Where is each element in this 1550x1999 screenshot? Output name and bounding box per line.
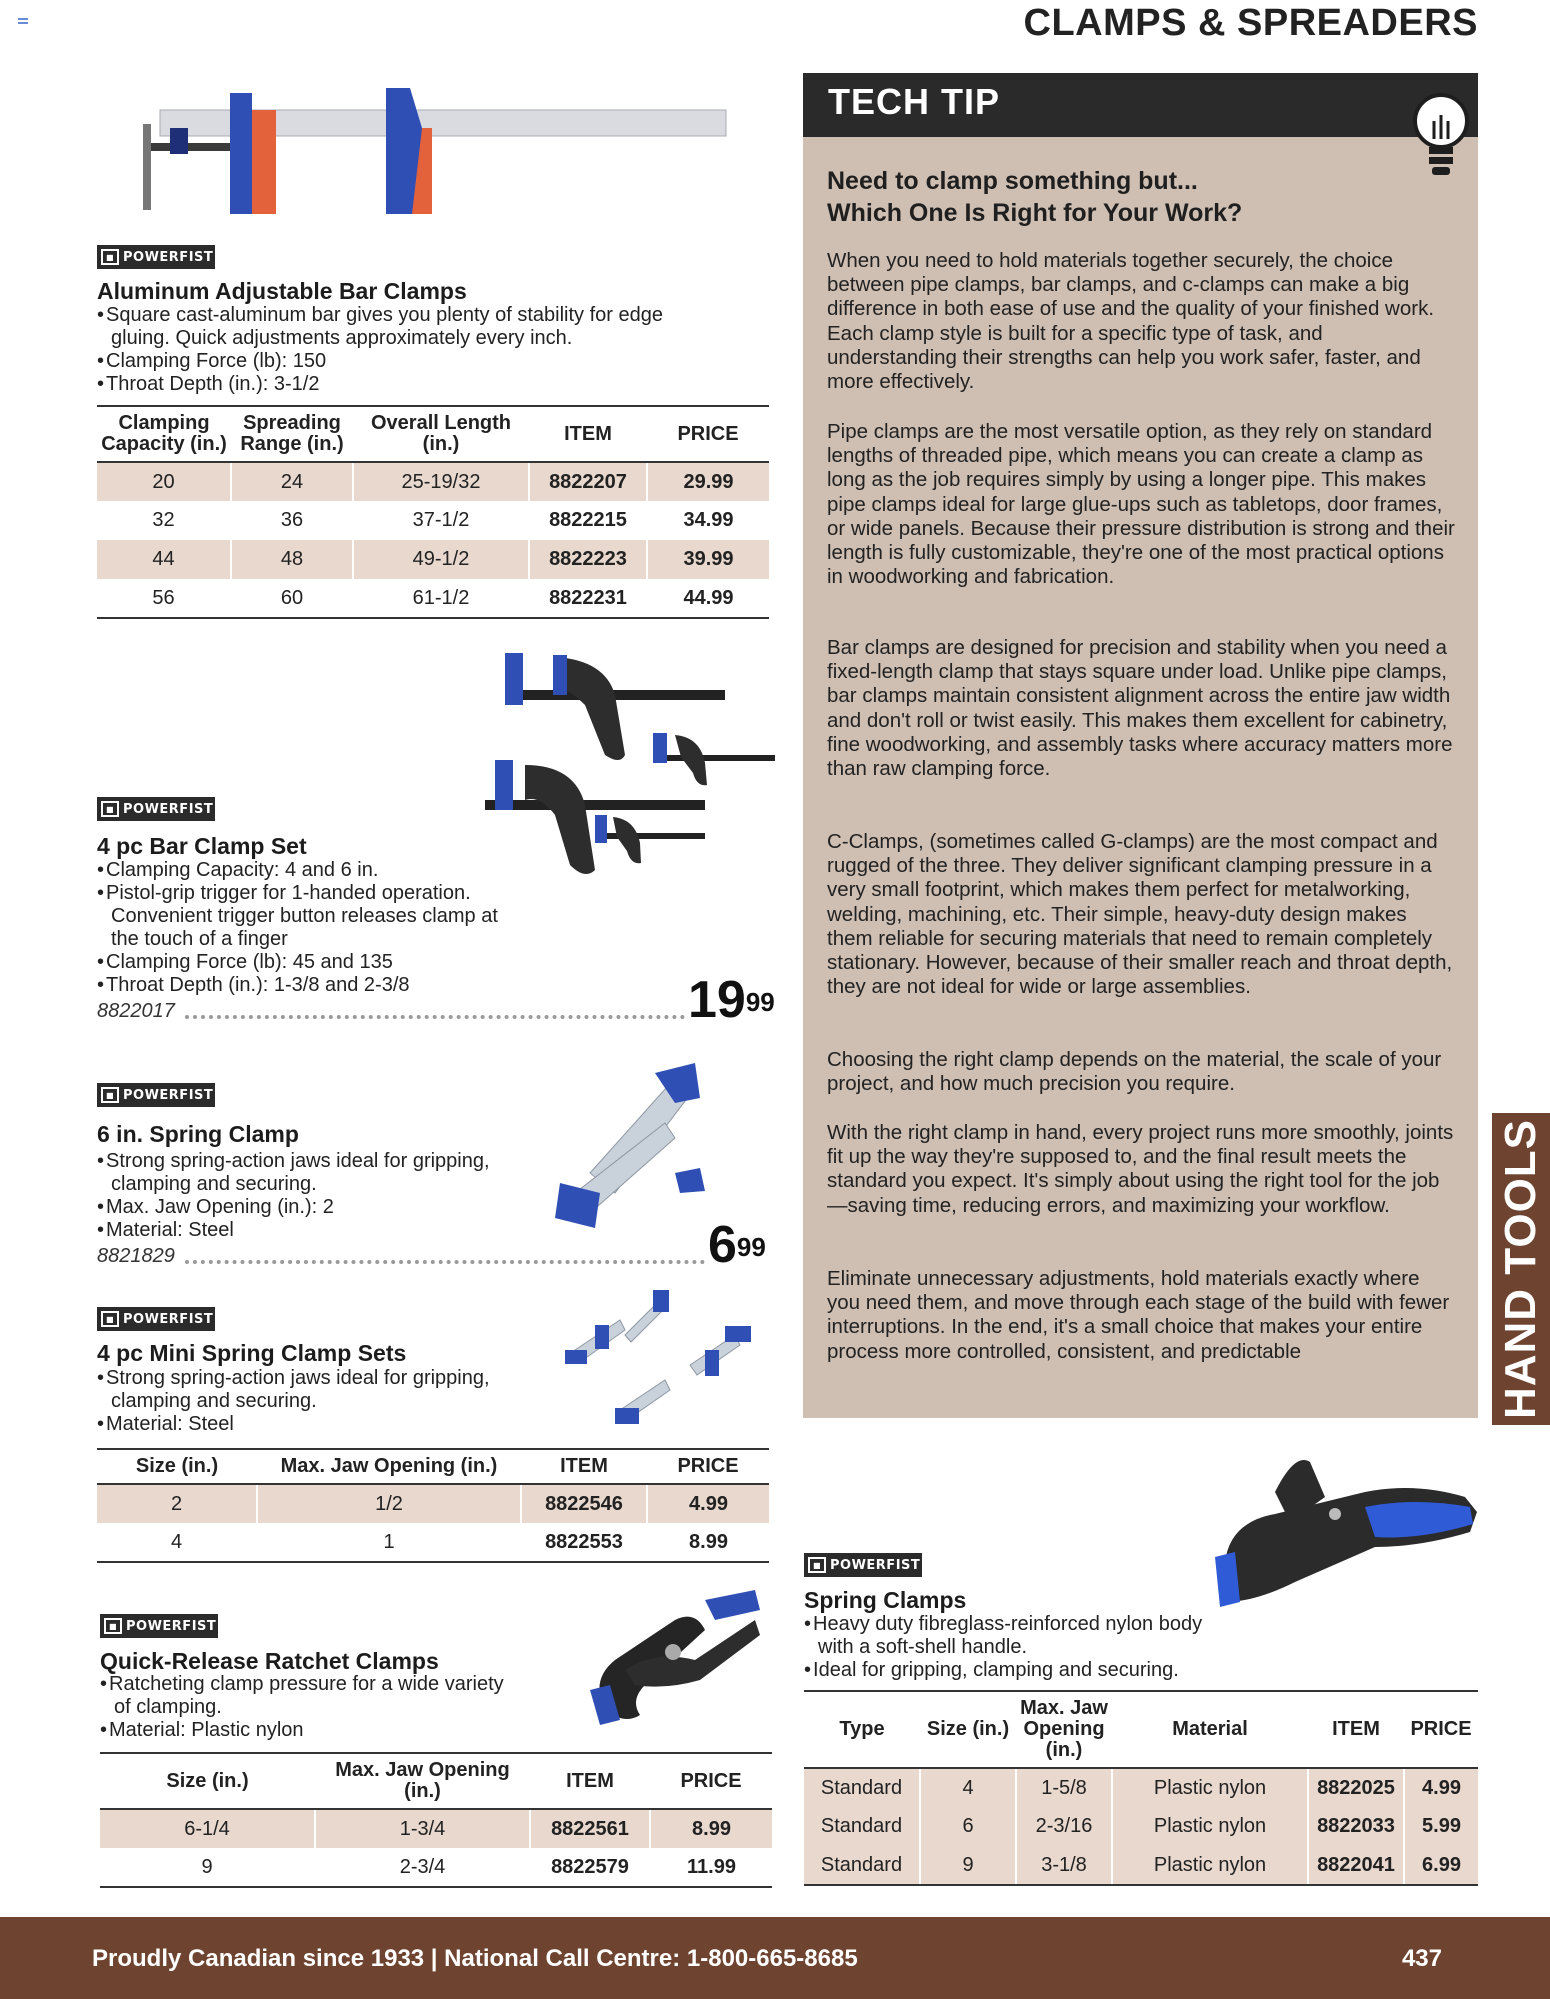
- product-bullets: [97, 859, 517, 997]
- spring-clamps-image: [1215, 1452, 1480, 1632]
- cell: 2-3/4: [315, 1848, 530, 1887]
- col-header: PRICE: [1404, 1691, 1478, 1768]
- cell: Standard: [804, 1768, 920, 1807]
- product-bullets: [97, 304, 677, 396]
- bullet: • Strong spring-action jaws ideal for gripping, clamping and securing.: [97, 1367, 537, 1413]
- col-header: ITEM: [1308, 1691, 1404, 1768]
- col-header: Max. Jaw Opening (in.): [315, 1753, 530, 1809]
- bullet: • Max. Jaw Opening (in.): 2: [97, 1196, 537, 1219]
- table-row: [100, 1809, 772, 1848]
- cell: 4: [920, 1768, 1016, 1807]
- item-number: 8822041: [1308, 1846, 1404, 1885]
- bullet: • Pistol-grip trigger for 1-handed operation. Convenient trigger button releases clamp at the touch of a finger: [97, 882, 517, 951]
- price: 44.99: [647, 579, 769, 618]
- cell: 9: [920, 1846, 1016, 1885]
- cell: 20: [97, 462, 231, 501]
- powerfist-logo: ■ POWERFIST: [97, 1083, 215, 1107]
- ratchet-table: [100, 1752, 772, 1888]
- powerfist-logo: ■ POWERFIST: [97, 1307, 215, 1331]
- item-number: 8822215: [529, 501, 647, 540]
- cell: 1: [257, 1523, 521, 1562]
- tech-paragraph: Bar clamps are designed for precision and stability when you need a fixed-length clamp that stays square under load. Unlike pipe clamps, bar clamps maintain consistent alignment across the entire jaw width and don't roll or twist easily. This makes them excellent for cabinetry, fine woodworking, and assembly tasks where accuracy matters more than raw clamping force.: [827, 636, 1453, 781]
- tech-paragraph: Eliminate unnecessary adjustments, hold materials exactly where you need them, and move through each stage of the build with fewer interruptions. In the end, it's a small choice that makes your entire process more controlled, consistent, and predictable: [827, 1267, 1450, 1363]
- item-number: 8822223: [529, 540, 647, 579]
- table-row: [97, 1484, 769, 1523]
- leader-dots: [185, 1015, 685, 1019]
- bullet: • Ideal for gripping, clamping and securing.: [804, 1659, 1224, 1682]
- page-number: 437: [1401, 1945, 1442, 1972]
- item-number: 8822025: [1308, 1768, 1404, 1807]
- powerfist-logo: ■ POWERFIST: [100, 1614, 218, 1638]
- item-number: 8822579: [530, 1848, 650, 1887]
- col-header: PRICE: [647, 406, 769, 462]
- powerfist-logo: ■ POWERFIST: [97, 797, 215, 821]
- powerfist-logo: ■ POWERFIST: [97, 245, 215, 269]
- cell: Standard: [804, 1807, 920, 1846]
- tech-tip-panel: [803, 73, 1478, 1418]
- cell: 44: [97, 540, 231, 579]
- cell: Plastic nylon: [1112, 1846, 1308, 1885]
- cell: 1-3/4: [315, 1809, 530, 1848]
- page-title: CLAMPS & SPREADERS: [1023, 2, 1478, 44]
- leader-dots: [185, 1260, 705, 1264]
- spring-clamps-table: [804, 1690, 1478, 1886]
- table-row: [97, 501, 769, 540]
- table-row: [97, 579, 769, 618]
- product-bullets: [97, 1150, 537, 1242]
- bullet: • Square cast-aluminum bar gives you plenty of stability for edge gluing. Quick adjustments approximately every inch.: [97, 304, 677, 350]
- cell: 60: [231, 579, 353, 618]
- cell: 48: [231, 540, 353, 579]
- mini-spring-table: [97, 1448, 769, 1563]
- cell: 37-1/2: [353, 501, 529, 540]
- bullet: • Material: Steel: [97, 1219, 537, 1242]
- bar-clamp-image: [140, 88, 730, 223]
- col-header: Max. Jaw Opening (in.): [1016, 1691, 1112, 1768]
- product-title: 6 in. Spring Clamp: [97, 1121, 299, 1147]
- col-header: Size (in.): [920, 1691, 1016, 1768]
- subheading-line: Need to clamp something but...: [827, 167, 1198, 195]
- col-header: Size (in.): [97, 1449, 257, 1484]
- tech-paragraph: Choosing the right clamp depends on the material, the scale of your project, and how much precision you require.: [827, 1048, 1442, 1096]
- item-number: 8822553: [521, 1523, 647, 1562]
- item-number: 8822017: [97, 1000, 175, 1022]
- col-header: ITEM: [530, 1753, 650, 1809]
- item-number: 8821829: [97, 1245, 175, 1267]
- tech-paragraph: When you need to hold materials together securely, the choice between pipe clamps, bar clamps, and c-clamps can make a big difference in both ease of use and the quality of your finished work. Each clamp style is built for a specific type of task, and understanding their strengths can help you work safer, faster, and more effectively.: [827, 249, 1435, 394]
- price: 8.99: [650, 1809, 772, 1848]
- tech-paragraph: With the right clamp in hand, every project runs more smoothly, joints fit up the way they're supposed to, and the final result meets the standard you expect. It's simply about using the right tool for the job—saving time, reducing errors, and maximizing your workflow.: [827, 1121, 1454, 1217]
- tech-tip-header: [803, 73, 1478, 137]
- item-number: 8822546: [521, 1484, 647, 1523]
- table-row: [97, 462, 769, 501]
- product-bullets: [804, 1613, 1224, 1682]
- cell: 56: [97, 579, 231, 618]
- cell: Plastic nylon: [1112, 1807, 1308, 1846]
- table-row: [100, 1848, 772, 1887]
- col-header: Type: [804, 1691, 920, 1768]
- cell: 1/2: [257, 1484, 521, 1523]
- cell: 24: [231, 462, 353, 501]
- item-number: 8822207: [529, 462, 647, 501]
- col-header: Overall Length (in.): [353, 406, 529, 462]
- cell: 3-1/8: [1016, 1846, 1112, 1885]
- cell: 61-1/2: [353, 579, 529, 618]
- price: 29.99: [647, 462, 769, 501]
- bullet: • Ratcheting clamp pressure for a wide variety of clamping.: [100, 1673, 520, 1719]
- ratchet-clamp-image: [585, 1590, 765, 1730]
- price: 6.99: [1404, 1846, 1478, 1885]
- price: 34.99: [647, 501, 769, 540]
- tech-tip-subheading: [827, 165, 1387, 229]
- powerfist-logo: ■ POWERFIST: [804, 1553, 922, 1577]
- lightbulb-icon: [1410, 91, 1472, 183]
- col-header: Spreading Range (in.): [231, 406, 353, 462]
- product-title: 4 pc Bar Clamp Set: [97, 833, 307, 859]
- cell: 1-5/8: [1016, 1768, 1112, 1807]
- tech-tip-heading: TECH TIP: [828, 81, 1001, 122]
- cell: 2: [97, 1484, 257, 1523]
- bullet: • Throat Depth (in.): 3-1/2: [97, 373, 677, 396]
- footer: [0, 1917, 1550, 1999]
- price: $19^{99}$: [688, 971, 775, 1029]
- product-title: Aluminum Adjustable Bar Clamps: [97, 278, 467, 304]
- cell: 2-3/16: [1016, 1807, 1112, 1846]
- cell: 6-1/4: [100, 1809, 315, 1848]
- cell: 9: [100, 1848, 315, 1887]
- col-header: Clamping Capacity (in.): [97, 406, 231, 462]
- bullet: • Strong spring-action jaws ideal for gripping, clamping and securing.: [97, 1150, 537, 1196]
- cell: Plastic nylon: [1112, 1768, 1308, 1807]
- price: 5.99: [1404, 1807, 1478, 1846]
- item-number: 8822033: [1308, 1807, 1404, 1846]
- price: 8.99: [647, 1523, 769, 1562]
- price: 39.99: [647, 540, 769, 579]
- bar-clamp-set-image: [475, 645, 775, 895]
- cell: 6: [920, 1807, 1016, 1846]
- cell: 4: [97, 1523, 257, 1562]
- table-row: [804, 1846, 1478, 1885]
- subheading-line: Which One Is Right for Your Work?: [827, 199, 1243, 227]
- price: 4.99: [647, 1484, 769, 1523]
- product-title: 4 pc Mini Spring Clamp Sets: [97, 1340, 407, 1366]
- bar-clamp-table: [97, 405, 769, 619]
- spring-clamp-image: [555, 1063, 705, 1233]
- item-number: 8822231: [529, 579, 647, 618]
- table-row: [804, 1768, 1478, 1807]
- section-tab-label: HAND TOOLS: [1496, 1118, 1545, 1420]
- price: $6^{99}$: [708, 1216, 766, 1274]
- product-title: Quick-Release Ratchet Clamps: [100, 1648, 439, 1674]
- mini-spring-clamps-image: [565, 1290, 765, 1430]
- bullet: • Clamping Capacity: 4 and 6 in.: [97, 859, 517, 882]
- cell: 32: [152, 509, 175, 531]
- col-header: PRICE: [647, 1449, 769, 1484]
- table-row: [97, 540, 769, 579]
- col-header: PRICE: [650, 1753, 772, 1809]
- price: 11.99: [650, 1848, 772, 1887]
- bullet: • Material: Plastic nylon: [100, 1719, 520, 1742]
- tech-paragraph: C-Clamps, (sometimes called G-clamps) are the most compact and rugged of the three. They deliver significant clamping pressure in a very small footprint, which makes them perfect for metalworking, welding, machining, etc. Their simple, heavy-duty design makes them reliable for securing materials that need to remain completely stationary. However, because of their smaller reach and throat depth, they are not ideal for wide or large assemblies.: [827, 830, 1453, 999]
- cell: 49-1/2: [353, 540, 529, 579]
- col-header: ITEM: [529, 406, 647, 462]
- bullet: • Clamping Force (lb): 150: [97, 350, 677, 373]
- section-tab[interactable]: [1492, 1113, 1550, 1425]
- bullet: • Throat Depth (in.): 1-3/8 and 2-3/8: [97, 974, 517, 997]
- bullet: • Heavy duty fibreglass-reinforced nylon body with a soft-shell handle.: [804, 1613, 1224, 1659]
- cell: 36: [231, 501, 353, 540]
- table-row: [97, 1523, 769, 1562]
- col-header: ITEM: [521, 1449, 647, 1484]
- tech-paragraph: Pipe clamps are the most versatile option, as they rely on standard lengths of threaded pipe, which means you can create a clamp as long as the job requires simply by using a longer pipe. This makes pipe clamps ideal for large glue-ups such as tabletops, door frames, or wide panels. Because their pressure distribution is strong and their length is fully customizable, they're one of the most practical options in woodworking and fabrication.: [827, 420, 1455, 589]
- cell: Standard: [804, 1846, 920, 1885]
- table-row: [804, 1807, 1478, 1846]
- product-bullets: [97, 1367, 537, 1436]
- col-header: Max. Jaw Opening (in.): [257, 1449, 521, 1484]
- bullet: • Material: Steel: [97, 1413, 537, 1436]
- cell: 25-19/32: [353, 462, 529, 501]
- product-title: Spring Clamps: [804, 1587, 967, 1613]
- bullet: • Clamping Force (lb): 45 and 135: [97, 951, 517, 974]
- menu-icon[interactable]: [18, 18, 28, 24]
- col-header: Size (in.): [100, 1753, 315, 1809]
- footer-contact: Proudly Canadian since 1933 | National Call Centre: 1-800-665-8685: [92, 1945, 858, 1972]
- item-number: 8822561: [530, 1809, 650, 1848]
- product-bullets: [100, 1673, 520, 1742]
- col-header: Material: [1112, 1691, 1308, 1768]
- price: 4.99: [1404, 1768, 1478, 1807]
